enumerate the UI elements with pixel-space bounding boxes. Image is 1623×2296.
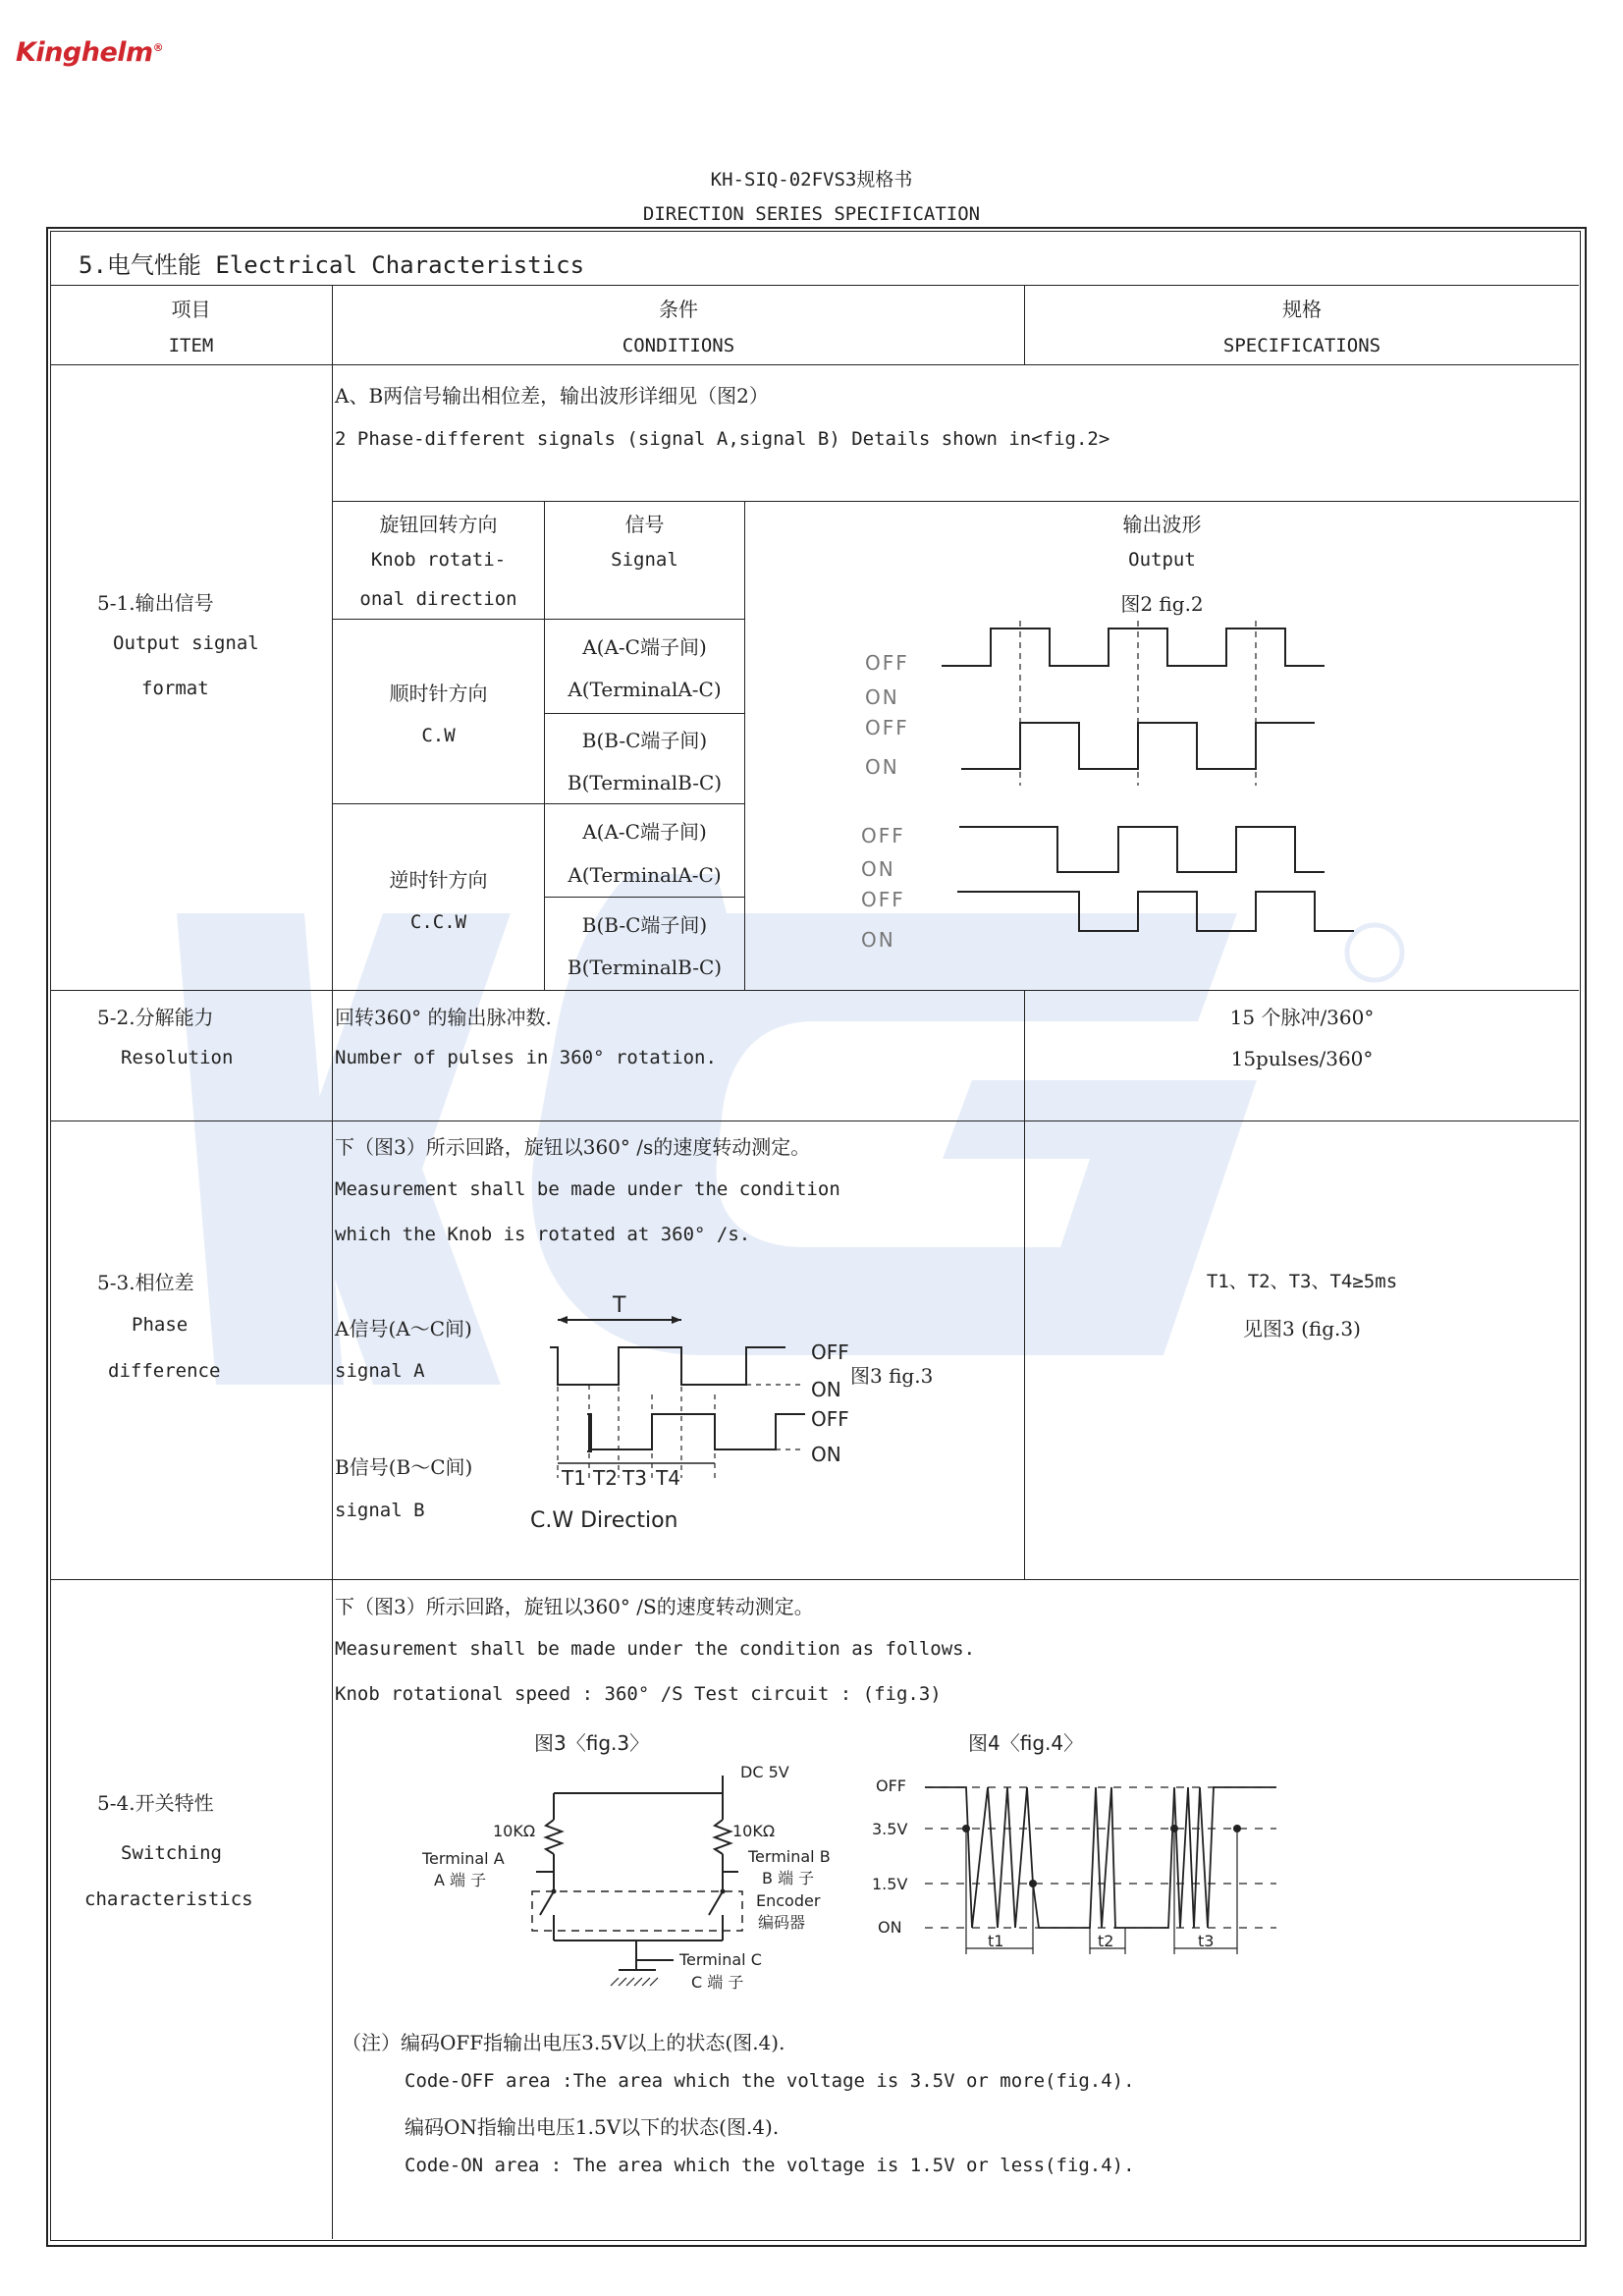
s4-item-en2: characteristics	[84, 1888, 253, 1910]
s1-item-en2: format	[141, 678, 209, 699]
s1-cw-b-cn: B(B-C端子间)	[581, 729, 708, 752]
s3-sigb-cn: B信号(B～C间)	[335, 1455, 473, 1479]
fig3-t4: T4	[656, 1466, 680, 1490]
fig4-v35: 3.5V	[872, 1820, 908, 1838]
circuit-termc-1: Terminal C	[679, 1950, 762, 1969]
s2-item-en: Resolution	[121, 1047, 234, 1068]
s3-item-en2: difference	[108, 1360, 221, 1382]
fig3-a-on: ON	[811, 1378, 841, 1401]
s1-output-en: Output	[1128, 549, 1196, 571]
s4-cond-cn: 下（图3）所示回路，旋钮以360° /S的速度转动测定。	[335, 1595, 814, 1618]
s2-spec-en: 15pulses/360°	[1230, 1047, 1374, 1070]
s1-cw-a-en: A(TerminalA-C)	[568, 678, 722, 701]
s1-ccw-cn: 逆时针方向	[389, 868, 488, 892]
col-item-en: ITEM	[168, 335, 214, 356]
s3-item-en1: Phase	[132, 1314, 189, 1336]
col-cond-cn: 条件	[659, 298, 698, 321]
s2-spec-cn: 15 个脉冲/360°	[1229, 1006, 1375, 1029]
s4-item-en1: Switching	[121, 1842, 222, 1864]
s3-sigb-en: signal B	[335, 1500, 425, 1521]
col-spec-cn: 规格	[1282, 298, 1322, 321]
s3-cond-en1: Measurement shall be made under the condition	[335, 1178, 840, 1200]
s4-item-title: 5-4.开关特性	[97, 1791, 214, 1815]
circuit-fig3-title: 图3〈fig.3〉	[534, 1731, 650, 1755]
fig4-t2: t2	[1098, 1932, 1114, 1950]
logo-text: Kinghelm	[16, 37, 153, 68]
fig4-switching-waveform	[864, 1726, 1286, 1982]
circuit-res1: 10KΩ	[493, 1822, 536, 1840]
fig2-ccw-b-off: OFF	[861, 888, 905, 911]
fig4-v15: 1.5V	[872, 1875, 908, 1893]
col-cond-en: CONDITIONS	[622, 335, 735, 356]
s1-knob-en2: onal direction	[359, 588, 517, 610]
s3-siga-cn: A信号(A～C间)	[335, 1317, 472, 1340]
circuit-termb-1: Terminal B	[748, 1847, 831, 1866]
s1-cw-a-cn: A(A-C端子间)	[582, 635, 707, 659]
section-title: 5.电气性能 Electrical Characteristics	[79, 251, 585, 279]
s2-item-title: 5-2.分解能力	[97, 1006, 214, 1029]
s4-cond-en1: Measurement shall be made under the condition as follows.	[335, 1638, 976, 1660]
s1-ccw-a-cn: A(A-C端子间)	[582, 820, 707, 844]
fig3-b-on: ON	[811, 1443, 841, 1466]
fig2-cw-a-off: OFF	[865, 651, 909, 675]
s1-cw-b-en: B(TerminalB-C)	[567, 771, 723, 794]
document-subtitle: DIRECTION SERIES SPECIFICATION	[642, 203, 981, 225]
s3-spec-1: T1、T2、T3、T4≥5ms	[1206, 1271, 1398, 1292]
s1-cw-cn: 顺时针方向	[389, 682, 488, 705]
circuit-termc-2: C 端 子	[691, 1973, 744, 1992]
circuit-terma-2: A 端 子	[434, 1871, 487, 1889]
s2-cond-en: Number of pulses in 360° rotation.	[335, 1047, 717, 1068]
fig2-ccw-a-off: OFF	[861, 824, 905, 847]
kinghelm-logo	[16, 37, 163, 68]
fig4-title: 图4〈fig.4〉	[968, 1731, 1084, 1755]
fig3-a-off: OFF	[811, 1340, 849, 1364]
col-spec-en: SPECIFICATIONS	[1222, 335, 1381, 356]
s4-cond-en2: Knob rotational speed : 360° /S Test circuit : (fig.3)	[335, 1683, 942, 1705]
s2-cond-cn: 回转360° 的输出脉冲数.	[335, 1006, 552, 1029]
s1-cw-en: C.W	[421, 725, 456, 746]
col-item-cn: 项目	[171, 298, 211, 321]
fig3-t2: T2	[593, 1466, 618, 1490]
document-title: KH-SIQ-02FVS3规格书	[710, 169, 913, 191]
s1-ccw-a-en: A(TerminalA-C)	[568, 863, 722, 887]
circuit-termb-2: B 端 子	[762, 1869, 815, 1887]
s1-output-fig: 图2 fig.2	[1120, 592, 1204, 616]
s3-spec-2: 见图3 (fig.3)	[1243, 1317, 1361, 1340]
s1-item-title: 5-1.输出信号	[97, 591, 214, 615]
s4-note-4: Code-ON area : The area which the voltage is 1.5V or less(fig.4).	[405, 2155, 1135, 2176]
s1-output-cn: 输出波形	[1122, 513, 1202, 536]
fig4-t3: t3	[1198, 1932, 1215, 1950]
s3-item-title: 5-3.相位差	[97, 1271, 194, 1294]
s1-knob-cn: 旋钮回转方向	[379, 513, 498, 536]
circuit-terma-1: Terminal A	[422, 1849, 505, 1868]
s1-signal-cn: 信号	[624, 513, 665, 536]
fig3-t3: T3	[622, 1466, 647, 1490]
fig3-phase-diagram	[511, 1277, 903, 1542]
fig4-on: ON	[878, 1918, 902, 1937]
s1-ccw-b-en: B(TerminalB-C)	[567, 956, 723, 979]
s1-ccw-en: C.C.W	[409, 911, 467, 933]
s3-fig-label: 图3 fig.3	[850, 1364, 934, 1388]
s1-cond-cn: A、B两信号输出相位差，输出波形详细见（图2）	[335, 384, 769, 408]
s3-siga-en: signal A	[335, 1360, 425, 1382]
fig2-cw-b-on: ON	[865, 755, 899, 779]
circuit-enc-2: 编码器	[758, 1913, 806, 1932]
s1-signal-en: Signal	[611, 549, 678, 571]
s1-ccw-b-cn: B(B-C端子间)	[581, 913, 708, 937]
s4-note-2: Code-OFF area :The area which the voltage is 3.5V or more(fig.4).	[405, 2070, 1135, 2092]
fig4-off: OFF	[876, 1777, 906, 1795]
s3-cond-en2: which the Knob is rotated at 360° /s.	[335, 1224, 751, 1245]
s1-cond-en: 2 Phase-different signals (signal A,signal B) Details shown in<fig.2>	[335, 428, 1110, 450]
circuit-dc: DC 5V	[740, 1763, 789, 1781]
s1-knob-en1: Knob rotati-	[370, 549, 507, 571]
fig3-test-circuit	[412, 1726, 864, 2011]
fig2-cw-a-on: ON	[865, 685, 899, 709]
circuit-res2: 10KΩ	[732, 1822, 776, 1840]
s4-note-3: 编码ON指输出电压1.5V以下的状态(图.4).	[405, 2115, 780, 2139]
s4-note-1: （注）编码OFF指输出电压3.5V以上的状态(图.4).	[342, 2031, 785, 2054]
registered-mark: ®	[152, 41, 164, 54]
fig4-t1: t1	[988, 1932, 1004, 1950]
fig3-direction: C.W Direction	[530, 1508, 678, 1533]
fig2-ccw-b-on: ON	[861, 928, 895, 952]
fig3-t1: T1	[562, 1466, 586, 1490]
fig2-waveforms	[745, 619, 1579, 990]
fig2-ccw-a-on: ON	[861, 857, 895, 881]
fig2-cw-b-off: OFF	[865, 716, 909, 739]
s3-cond-cn: 下（图3）所示回路，旋钮以360° /s的速度转动测定。	[335, 1135, 811, 1159]
fig3-T-label: T	[613, 1293, 626, 1318]
s1-item-en1: Output signal	[113, 632, 259, 654]
circuit-enc-1: Encoder	[756, 1891, 821, 1910]
fig3-b-off: OFF	[811, 1407, 849, 1431]
